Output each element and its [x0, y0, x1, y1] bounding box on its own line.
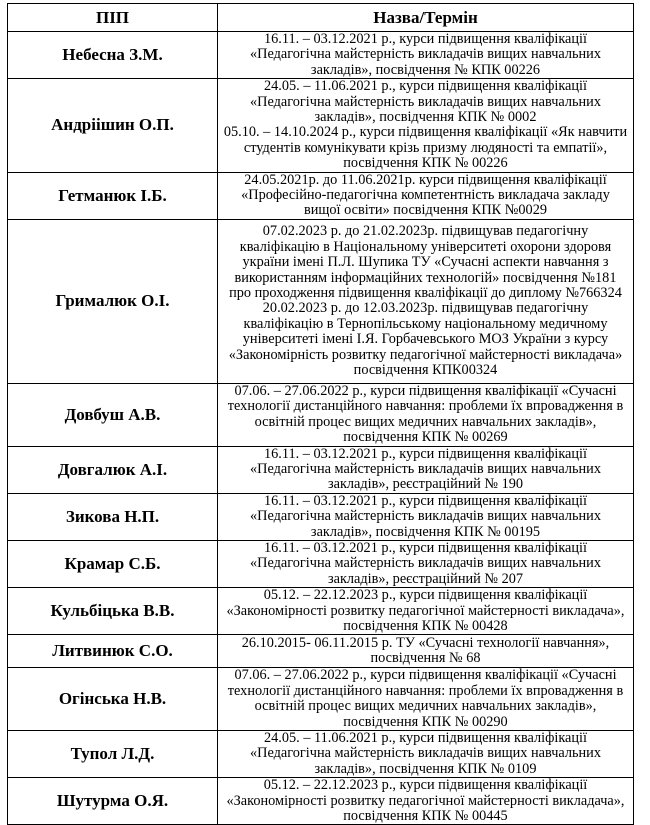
person-name: Андріішин О.П.: [8, 79, 218, 172]
person-name: Крамар С.Б.: [8, 540, 218, 587]
person-name: Гетманюк І.Б.: [8, 172, 218, 219]
person-name: Довбуш А.В.: [8, 383, 218, 446]
person-name: Зикова Н.П.: [8, 493, 218, 540]
person-name: Небесна З.М.: [8, 32, 218, 79]
person-name: Литвинюк С.О.: [8, 635, 218, 668]
table-row: [8, 219, 634, 383]
course-cell: [218, 446, 634, 493]
table-body: [8, 32, 634, 825]
course-cell: [218, 778, 634, 825]
table-row: [8, 493, 634, 540]
table-row: [8, 32, 634, 79]
course-cell: [218, 635, 634, 668]
table-row: [8, 778, 634, 825]
course-entry: 20.02.2023 р. до 12.03.2023р. підвищував педагогічну кваліфікацію в Тернопільському національному медичному університеті імені І.Я. Горбачевського МОЗ України з курсу «Закономірність розвитку педагогічної майстерності викладача» посвідчення КПК00324: [228, 300, 623, 378]
person-name: Огінська Н.В.: [8, 668, 218, 731]
course-entry: 07.06. – 27.06.2022 р., курси підвищення кваліфікації «Сучасні технології дистанційного навчання: проблеми їх впровадження в освітній процес вищих медичних навчальних закладів», посвідчення КПК № 00269: [227, 382, 624, 446]
course-entry: 07.02.2023 р. до 21.02.2023р. підвищував педагогічну кваліфікацію в Національному університеті охорони здоровя україни імені П.Л. Шупика ТУ «Сучасні аспекти навчання з використанням інформаційних технологій» посвідчення №181 про проходження підвищення кваліфікації до диплому №766324: [229, 223, 622, 301]
course-cell: [218, 32, 634, 79]
person-name: Грималюк О.І.: [8, 219, 218, 383]
table-row: [8, 635, 634, 668]
person-name: Кульбіцька В.В.: [8, 588, 218, 635]
course-entry: 07.06. – 27.06.2022 р., курси підвищення кваліфікації «Сучасні технології дистанційного навчання: проблеми їх впровадження в освітній процес вищих медичних навчальних закладів», посвідчення КПК № 00290: [227, 667, 624, 730]
table-row: [8, 446, 634, 493]
course-entry: 26.10.2015- 06.11.2015 р. ТУ «Сучасні технології навчання», посвідчення № 68: [241, 634, 610, 667]
course-entry: 16.11. – 03.12.2021 р., курси підвищення кваліфікації «Педагогічна майстерність викладачів вищих навчальних закладів», реєстраційний № 190: [250, 445, 601, 493]
qualification-table: [7, 3, 634, 825]
table-row: [8, 383, 634, 446]
person-name: Шутурма О.Я.: [8, 778, 218, 825]
course-cell: [218, 383, 634, 446]
course-cell: [218, 79, 634, 172]
course-cell: [218, 668, 634, 731]
person-name: Тупол Л.Д.: [8, 731, 218, 778]
course-entry: 16.11. – 03.12.2021 р., курси підвищення кваліфікації «Педагогічна майстерність викладачів вищих навчальних закладів», посвідчення № КПК 00226: [250, 31, 601, 78]
course-cell: [218, 219, 634, 383]
course-cell: [218, 493, 634, 540]
course-entry: 05.10. – 14.10.2024 р., курси підвищення кваліфікації «Як навчити студентів комунікувати крізь призму людяності та емпатії», посвідчення КПК № 00226: [223, 124, 628, 172]
header-course: Назва/Термін: [218, 4, 634, 32]
table-row: [8, 540, 634, 587]
table-row: [8, 172, 634, 219]
course-cell: [218, 540, 634, 587]
person-name: Довгалюк А.І.: [8, 446, 218, 493]
table-row: [8, 668, 634, 731]
table-header-row: [8, 4, 634, 32]
course-entry: 05.12. – 22.12.2023 р., курси підвищення кваліфікації «Закономірності розвитку педагогічної майстерності викладача», посвідчення КПК № 00445: [226, 777, 625, 825]
course-cell: [218, 731, 634, 778]
table-row: [8, 588, 634, 635]
table-row: [8, 79, 634, 172]
course-entry: 05.12. – 22.12.2023 р., курси підвищення кваліфікації «Закономірності розвитку педагогічної майстерності викладача», посвідчення КПК № 00428: [226, 587, 625, 634]
course-entry: 24.05. – 11.06.2021 р., курси підвищення кваліфікації «Педагогічна майстерність викладачів вищих навчальних закладів», посвідчення КПК № 0002: [250, 78, 601, 126]
course-cell: [218, 172, 634, 219]
course-entry: 24.05. – 11.06.2021 р., курси підвищення кваліфікації «Педагогічна майстерність викладачів вищих навчальних закладів», посвідчення КПК № 0109: [250, 730, 601, 777]
header-name: ПІП: [8, 4, 218, 32]
course-entry: 16.11. – 03.12.2021 р., курси підвищення кваліфікації «Педагогічна майстерність викладачів вищих навчальних закладів», посвідчення КПК № 00195: [250, 492, 601, 540]
course-entry: 16.11. – 03.12.2021 р., курси підвищення кваліфікації «Педагогічна майстерність викладачів вищих навчальних закладів», реєстраційний № 207: [250, 539, 601, 587]
course-entry: 24.05.2021р. до 11.06.2021р. курси підвищення кваліфікації «Професійно-педагогічна компетентність викладача закладу вищої освіти» посвідчення КПК №0029: [241, 171, 610, 219]
course-cell: [218, 588, 634, 635]
table-row: [8, 731, 634, 778]
